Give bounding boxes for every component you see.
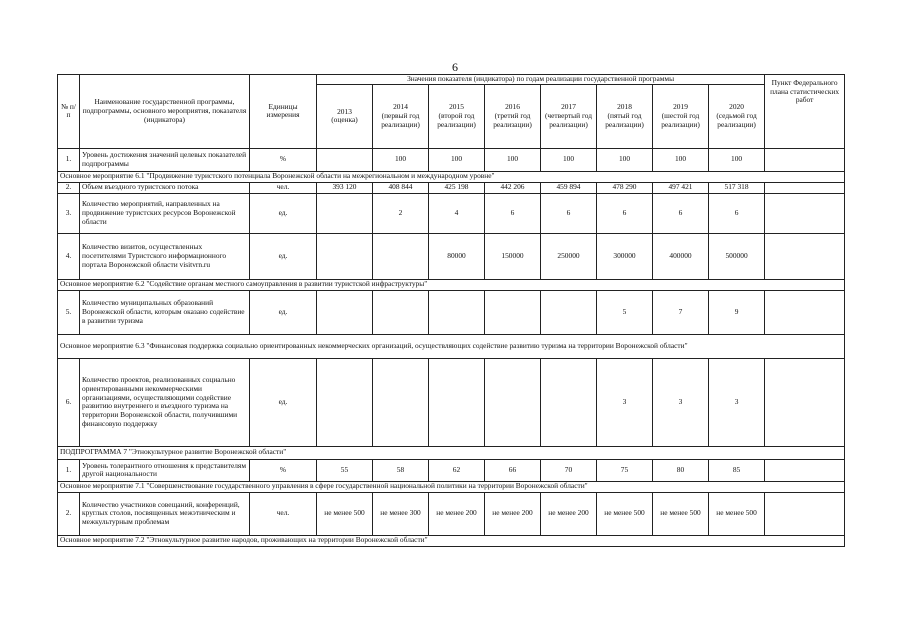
row-value xyxy=(429,358,485,446)
row-value xyxy=(317,358,373,446)
row-value xyxy=(373,358,429,446)
row-value: 70 xyxy=(541,459,597,481)
row-name: Количество муниципальных образований Воронежской области, которым оказано содействие в развитии туризма xyxy=(80,290,250,334)
table-row xyxy=(58,193,845,233)
header-year-label: 2016 xyxy=(505,102,520,112)
row-fed-plan xyxy=(765,290,845,334)
header-name: Наименование государственной программы, подпрограммы, основного мероприятия, показателя (индикатора) xyxy=(80,75,250,149)
row-name: Количество участников совещаний, конференций, круглых столов, посвященных межэтническим и межкультурным проблемам xyxy=(80,492,250,535)
row-value: 100 xyxy=(485,148,541,171)
row-name: Количество визитов, осуществленных посетителями Туристского информационного портала Воронежской области visitvrn.ru xyxy=(80,233,250,279)
row-value: 100 xyxy=(541,148,597,171)
row-name: Уровень толерантного отношения к представителям другой национальности xyxy=(80,459,250,481)
row-value: 100 xyxy=(597,148,653,171)
row-fed-plan xyxy=(765,492,845,535)
row-value: 500000 xyxy=(709,233,765,279)
row-value: 80000 xyxy=(429,233,485,279)
row-unit: % xyxy=(250,148,317,171)
row-value xyxy=(429,290,485,334)
row-value xyxy=(317,148,373,171)
header-year-note: (седьмой год реализации) xyxy=(716,110,757,129)
row-value: 393 120 xyxy=(317,182,373,193)
header-year-label: 2020 xyxy=(729,102,744,112)
row-fed-plan xyxy=(765,182,845,193)
row-value: не менее 500 xyxy=(317,492,373,535)
row-value: 6 xyxy=(597,193,653,233)
row-unit: чел. xyxy=(250,182,317,193)
header-fed-plan: Пункт Федерального плана статистических работ xyxy=(765,75,845,149)
section-title: Основное мероприятие 7.1 "Совершенствование государственного управления в сфере государственной национальной политики на территории Воронежской области" xyxy=(58,481,845,492)
row-name: Количество мероприятий, направленных на продвижение туристских ресурсов Воронежской области xyxy=(80,193,250,233)
row-value: 7 xyxy=(653,290,709,334)
table-row xyxy=(58,182,845,193)
row-value: 442 206 xyxy=(485,182,541,193)
header-year-6 xyxy=(653,84,709,148)
header-num: № п/п xyxy=(58,75,80,149)
page-number: 6 xyxy=(452,60,458,74)
row-value: 6 xyxy=(709,193,765,233)
section-title: Основное мероприятие 6.2 "Содействие органам местного самоуправления в развитии туристской инфраструктуры" xyxy=(58,279,845,290)
row-value: 9 xyxy=(709,290,765,334)
row-value: 100 xyxy=(709,148,765,171)
row-num: 4. xyxy=(58,233,80,279)
row-name: Количество проектов, реализованных социально ориентированными некоммерческими организациями, осуществляющими содействие развитию внутреннего и въездного туризма на территории Воронежской области, получившими финансовую поддержку xyxy=(80,358,250,446)
row-unit: ед. xyxy=(250,358,317,446)
table-row xyxy=(58,148,845,171)
header-year-label: 2018 xyxy=(617,102,632,112)
header-year-5 xyxy=(597,84,653,148)
row-value xyxy=(373,233,429,279)
subprogram-title: ПОДПРОГРАММА 7 "Этнокультурное развитие Воронежской области" xyxy=(58,446,845,459)
row-value: 408 844 xyxy=(373,182,429,193)
row-value: 425 198 xyxy=(429,182,485,193)
row-value: 497 421 xyxy=(653,182,709,193)
header-year-label: 2019 xyxy=(673,102,688,112)
header-year-2 xyxy=(429,84,485,148)
row-value: 58 xyxy=(373,459,429,481)
row-fed-plan xyxy=(765,358,845,446)
row-value: 100 xyxy=(429,148,485,171)
header-year-note: (оценка) xyxy=(331,115,358,125)
row-value: 80 xyxy=(653,459,709,481)
header-year-7 xyxy=(709,84,765,148)
header-year-label: 2013 xyxy=(337,106,352,116)
row-value: не менее 500 xyxy=(597,492,653,535)
row-fed-plan xyxy=(765,193,845,233)
row-value: 517 318 xyxy=(709,182,765,193)
table-row xyxy=(58,358,845,446)
row-value: 3 xyxy=(653,358,709,446)
row-num: 2. xyxy=(58,182,80,193)
row-value: 2 xyxy=(373,193,429,233)
row-value xyxy=(317,233,373,279)
table-row xyxy=(58,233,845,279)
row-value: 100 xyxy=(653,148,709,171)
row-num: 3. xyxy=(58,193,80,233)
row-value: не менее 200 xyxy=(541,492,597,535)
header-year-4 xyxy=(541,84,597,148)
row-value: не менее 500 xyxy=(709,492,765,535)
row-value: 400000 xyxy=(653,233,709,279)
row-value: 62 xyxy=(429,459,485,481)
row-value: 6 xyxy=(653,193,709,233)
row-value: 478 290 xyxy=(597,182,653,193)
row-num: 1. xyxy=(58,148,80,171)
row-num: 6. xyxy=(58,358,80,446)
row-unit: % xyxy=(250,459,317,481)
table-row xyxy=(58,492,845,535)
header-year-note: (четвертый год реализации) xyxy=(544,110,593,129)
row-value xyxy=(317,193,373,233)
table-row xyxy=(58,290,845,334)
row-value xyxy=(485,290,541,334)
row-unit: ед. xyxy=(250,193,317,233)
row-value: 6 xyxy=(541,193,597,233)
header-year-note: (третий год реализации) xyxy=(493,110,532,129)
row-num: 5. xyxy=(58,290,80,334)
header-year-label: 2017 xyxy=(561,102,576,112)
header-year-note: (первый год реализации) xyxy=(381,110,420,129)
row-unit: ед. xyxy=(250,233,317,279)
header-year-3 xyxy=(485,84,541,148)
table-row xyxy=(58,459,845,481)
row-value: 459 894 xyxy=(541,182,597,193)
row-value: 300000 xyxy=(597,233,653,279)
row-fed-plan xyxy=(765,459,845,481)
row-fed-plan xyxy=(765,148,845,171)
section-row xyxy=(58,334,845,358)
row-value: 4 xyxy=(429,193,485,233)
header-year-label: 2015 xyxy=(449,102,464,112)
row-value: 3 xyxy=(709,358,765,446)
row-value: 3 xyxy=(597,358,653,446)
row-value: не менее 200 xyxy=(485,492,541,535)
row-value xyxy=(373,290,429,334)
row-value: 250000 xyxy=(541,233,597,279)
row-num: 2. xyxy=(58,492,80,535)
section-row xyxy=(58,535,845,546)
row-value: 100 xyxy=(373,148,429,171)
row-value: 85 xyxy=(709,459,765,481)
row-value: 5 xyxy=(597,290,653,334)
row-value: 55 xyxy=(317,459,373,481)
row-unit: чел. xyxy=(250,492,317,535)
row-value: 6 xyxy=(485,193,541,233)
row-value: не менее 200 xyxy=(429,492,485,535)
row-name: Объем въездного туристского потока xyxy=(80,182,250,193)
row-value: 75 xyxy=(597,459,653,481)
section-row xyxy=(58,171,845,182)
row-value xyxy=(485,358,541,446)
header-values-group: Значения показателя (индикатора) по годам реализации государственной программы xyxy=(317,75,765,85)
header-year-1 xyxy=(373,84,429,148)
header-year-note: (шестой год реализации) xyxy=(661,110,700,129)
row-fed-plan xyxy=(765,233,845,279)
section-row xyxy=(58,279,845,290)
row-value: 150000 xyxy=(485,233,541,279)
row-num: 1. xyxy=(58,459,80,481)
header-year-note: (пятый год реализации) xyxy=(605,110,644,129)
section-title: Основное мероприятие 6.1 "Продвижение туристского потенциала Воронежской области на межрегиональном и международном уровне" xyxy=(58,171,845,182)
section-title: Основное мероприятие 7.2 "Этнокультурное развитие народов, проживающих на территории Воронежской области" xyxy=(58,535,845,546)
header-year-0 xyxy=(317,84,373,148)
row-name: Уровень достижения значений целевых показателей подпрограммы xyxy=(80,148,250,171)
indicators-table xyxy=(57,74,845,547)
row-value xyxy=(541,290,597,334)
row-value: не менее 300 xyxy=(373,492,429,535)
row-value: не менее 500 xyxy=(653,492,709,535)
header-year-label: 2014 xyxy=(393,102,408,112)
section-row xyxy=(58,481,845,492)
row-unit: ед. xyxy=(250,290,317,334)
subprogram-row xyxy=(58,446,845,459)
header-year-note: (второй год реализации) xyxy=(437,110,476,129)
section-title: Основное мероприятие 6.3 "Финансовая поддержка социально ориентированных некоммерческих организаций, осуществляющих содействие развитию туризма на территории Воронежской области" xyxy=(58,334,845,358)
row-value: 66 xyxy=(485,459,541,481)
header-unit: Единицы измерения xyxy=(250,75,317,149)
row-value xyxy=(317,290,373,334)
row-value xyxy=(541,358,597,446)
